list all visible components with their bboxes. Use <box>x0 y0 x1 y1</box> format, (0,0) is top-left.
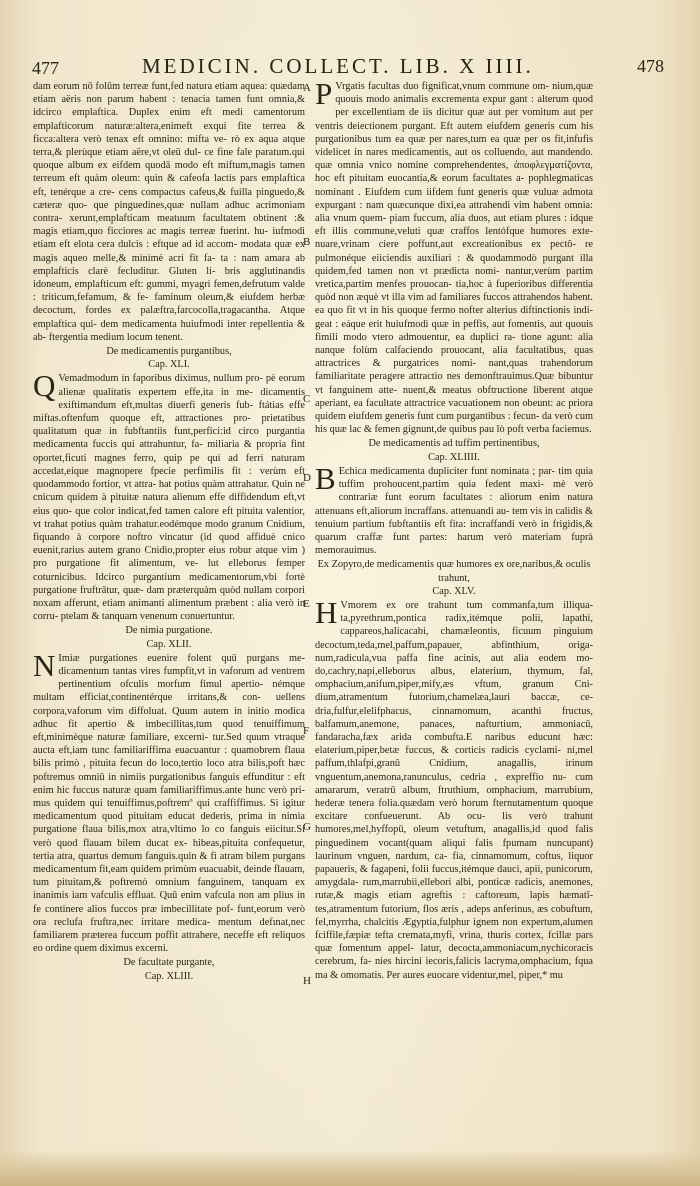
drop-cap: N <box>33 647 56 683</box>
left-column <box>33 80 305 984</box>
page-number-left: 477 <box>32 58 59 78</box>
section-heading: De facultate purgante, <box>123 957 215 969</box>
margin-letter: A <box>303 82 311 94</box>
margin-letter: C <box>303 393 311 405</box>
drop-cap: P <box>315 76 333 111</box>
chapter-number: Cap. XLIII. <box>144 970 194 982</box>
chapter-number: Cap. XLIIII. <box>428 451 480 463</box>
right-column <box>315 76 593 982</box>
paragraph-text: Vmorem ex ore trahunt tum commanfa,tum illiqua- ta,pyrethrum,pontica radix,itémque polii, lapathi, cappareos,halicacabi, chamæleontis, ficuum pinguium decoctum,teda,mel,paffum,papauer, abfinthium, origa- num,radicula,vua paffa fine acinis, aut alia eodem mo- do,cachry,napi,elleborus albus, elaterium, thymum, fal, omphacium,anifum,piper,mify,æs vftum, granum Cni- dium,atramentum futorium,chamelæa,lauri baccæ, ce- dria,fulfur,elelifphacus, cinnamomum, acanthi fructus, balfamum,anemone, panaces, nafturtium, ammoniacū, fandaracha,fæx arida combufta.E naribus educunt hæc: elaterium,piper,betæ fuccus, & corticis radicis cyclami- ni,mel paffum,thlafpi,granū Cnidium, anagallis, irinum vnguentum,anemona,ranunculus, cedria , expreffio nu- cum amararum, veratrū album, ftruthium, omphacium, marrubium, hederæ tenera folia.quædam verò horum fternutamentum quoque excitare confueuerunt. Ab ocu- lis verò trahunt humores,mel,hyffopū, oleum vetuftum, anagallis,id quod falis pinguedinem vocant(quam aliqui falis fpumam nuncupant) laurinum vnguen, nardum, ca- fia, cinnamomum, coftus, liquor papaueris, & fagapeni, folii fuccus,itémque dauci, apii, punicorum, amygdala- rum,marrubii,ellebori albi, ponticæ radicis, anemones, rutæ,& magis etiam agreftis : caftoreum, lapis hæmatī- tes,atramentum futorium, flos æris , adeps anferinus, æs cobuftum, fel,myrrha, chalcitis Ægyptia,fulphur ignem non expertum,alumen fciffile,fæpiæ tefta cremata,myfi, vrina, thuris cortex, fcillæ pars quæ fomentum appel- latur, decocta,ammoniacum,nychicoracis cerebrum, fa- nies hircini iecoris,falicis lacryma,omphacium, fqua ma & omomatis. Per aures euocare videntur,mel, piper,* mu <box>315 599 593 981</box>
drop-cap: H <box>315 594 338 630</box>
running-title: MEDICIN. COLLECT. LIB. X IIII. <box>142 54 534 78</box>
chapter-number: Cap. XLV. <box>432 585 476 597</box>
paragraph-text: Vemadmodum in faporibus diximus, nullum pro- pè eorum alienæ qualitatis expertem effe,ita in me- dicamentis exiftimandum eft,multas diuerfi generis fub- ftátias effe miftas.oftenfum quoque eft, attractiones pro- prietatibus qualitatum quæ in fubftantiis funt,perfici:id circo purgantia medicamenta fuccis qui attrahuntur, fa- miliaria & propria fint oportet,ficuti magnes ferro, quip pe qui ad ferri naturam accedat,eique magnopere fpecie perfimilis fit : verùm eft quodammodo fortior, vt attra- hat potius quàm attrahatur. Quin ne cnicum quidem à pituitæ natura alienum effe diffidendum eft,vt eius quo- que color indicat,fed tamen calore eft pituita valentior, vt trahat potius quàm trahatur.eodémque modo granum Cnidium, fiquando à corpore noftro vincatur (id quod affiduè cnico euenit,rarius autem grano Cnidio,propter eius robur atque vim ) pro purgatione fit alimentum, ve- lut elleborus femper coturnicibus. Idcirco purgantium medicamentorum,vbi fortè purgatione fruftrātur, quæ- dam præterquàm quòd nullam corpori noxam afferunt, etiam animanti alimentum præbent : alia verò in corru- ptelam & tanquam venenum conuertuntur. <box>33 373 305 623</box>
paragraph <box>315 594 593 982</box>
page-bottom-edge <box>0 1150 700 1186</box>
chapter-number: Cap. XLI. <box>148 359 190 371</box>
drop-cap: B <box>315 460 336 496</box>
margin-letter: B <box>303 236 311 248</box>
margin-letter: E <box>303 598 310 610</box>
paragraph-text: Imiæ purgationes euenire folent quū purgans me- dicamentum tantas vires fumpfit,vt in vaforum ad ventrem pertinentium ofculis morfum fimul apertio- némque multam efficiat,continentérque irritans,& con- uellens corpora,vaforum vim diffoluat. Quum autem in initio modica adhuc fit apertio & imbecillitas,tum quod tenuiffimum eft,minimèque naturæ familiare, excerni- tur.Sed quum vtraque aucta eft,iam tunc familiariffima euacuantur : quamobrem flaua bilis primò , pituita fecun do loco,tertio loco atra bilis,poft hæc poftremus omniū in nimiis purgationibus fanguis effunditur : eft enim hic fuccus naturæ quam familiariffimus.ante hunc verò pri- mus quidem qui tenuiffimus,poftremº qui craffiffimus. Si igitur medicamentum quod pituitam educat dederis, prima in nimia purgatione flaua bilis,mox atra,vltimo lo co fanguis eiicitur.Si verò quod flauam bilem ducat ex- hibeas,pituita confequetur, tertia atra, quartus demum fanguis.quin & fi atram bilem purgans medicamentum fit,eam quidem primùm euacuabit, deinde flauam, tum pituitam,& poftremò omnium fanguinem, tanquam ex inanimis iam vafculis effluat. Quū enim vafcula non am plius in fe continere alios fuccos præ imbecillitate pof- funt,eorum verò ora reclufa fruftra,nec irritare medica- mentum defınat,nec familiarem præterea fuccum poffit attrahere, neceffe eft reliquos eo ordine quem diximus excerni. <box>33 652 305 955</box>
page-number-right: 478 <box>637 56 664 76</box>
margin-letter: G <box>303 821 311 833</box>
paragraph <box>33 647 305 956</box>
paragraph <box>315 76 593 436</box>
paragraph: dam eorum nō folūm terreæ funt,fed natura etiam aquea: quædam etiam aëris non parum habent : tenacia tamen funt omnia,& idcirco emplaftica. Duplex enim eft medi camentorum emplafticorum naturæ:altera,enimeft exqui fite terrea & ficca:altera verò tenax eft omnino: mifta ve- rò ex aqua atque terra,& plerùque etiam aëre,vt oleū dul- ce fine fale paratum.qui quoque album ex eifdem quodā modo eft miftum,magis tamen terreum eft quàm oleum: quin & cafeofa lactis pars emplaftica eft, tenérque a cre- cens compactus cafeus,& fuilla pinguedo,& cæteræ quo- que pinguedines,quæ nullam adhuc acrimoniam contra- xerunt,emplafticam meatuum facultatem obtinent :& magis etiam,quo ficciores ac magis terreæ fuerint. hu- iufmodi etiam eft elota cera dulcis : eftque ad id accom- modata quæ ex magis aqueo melle,& minimè acri fit fa- ta : nam amara ab emplafticis clarè fecluditur. Gluten li- bris agglutinandis idoneum, emplafticum eft: gummi, myagri femen,defrutum valde : triticum,fefamum, & fe- faminum oleum,& eiufdem herbæ decoctum, fordes ex palæftra,farcocolla,tragacantha. Atque emplaftica qui- dem medicamenta huiufmodi inter repellentia & ab- ftergentia medium locum tenent. <box>33 81 305 343</box>
section-heading: De medicamentis ad tuffim pertinentibus, <box>368 438 540 450</box>
paragraph-text: Vrgatis facultas duo fignificat,vnum commune om- nium,quæ quouis modo animalis excrementa expur gant : alterum quod per excellentiam de iis dicitur quæ aut per vomitum aut per ventris deiectionem purgant. Eft autem eiufdem generis cum his purgationibus tum ea quæ per nares,tum ea quæ per os fit,infufis videlicet in nares medicamentis, aut os colluendo, aut mandendo. quæ omnia vnico nomine comprehendentes, ἀποφλεγματίζοντα, hoc eft pituitam euocantia,& eorum facultates a- pophlegmaticas nominant . Eiufdem cum iifdem funt generis quæ vuluæ admota expurgant : nam quæcunque dixi,ea attrahendi vim habent omnia: alia vnum quem- piam fuccum, alia duos, aut etiam plures : idque eft illis commune,veluti quæ craffos lentófque humores exte- nuare,vrinam ciere poffunt,aut excreationibus ex pectô- re pulmonéque eiiciendis auxiliari : & quodammodò purgant illa quidem,fed tamen non vt prædicta nomi- nantur,verùm partim vretica,partim menfes prouocan- tia,hoc à fuperioribus differentia quòd non æquè vt illa vim ad familiares fuccos attrahendos habent. ea quo fit vt in his quoque fermo nofter alterius diftinctionis indi- geat : eáque erit huiufmodi quæ in peffis, aut fomentis, aut quouis fimili modo vtero admouentur, ea duplici ra- tione agunt: alia nanque folùm calfaciendo prouocant, alia facultatibus, quas attractrices & purgatrices nomi- nant,quas trahendorum familiaritate peragere attractio nes demonftrauimus.Quæ bibuntur vt fanguinem atte- nuent,& meatus obftructione liberent atque aperiant, ea facultate attractrice vacuationem non obeunt: ac priora quidem eiufdem generis funt cum purgantibus : fecun- da verò cum his quæ lac & femen gignunt,de quibus pau lò poft verba faciemus. <box>315 81 593 436</box>
drop-cap: Q <box>33 368 56 404</box>
paragraph <box>315 460 593 557</box>
section-heading: De medicamentis purgantibus, <box>106 346 232 358</box>
chapter-number: Cap. XLII. <box>146 638 192 650</box>
paragraph <box>33 368 305 623</box>
margin-letter: D <box>303 472 311 484</box>
margin-letter: H <box>303 975 311 987</box>
section-heading: De nimia purgatione. <box>125 625 213 637</box>
page-header <box>30 52 670 82</box>
margin-letter: F <box>303 725 310 737</box>
section-heading: Ex Zopyro,de medicamentis quæ humores ex ore,naribus,& oculis trahunt, <box>317 559 591 584</box>
paragraph-text: Echica medicamenta dupliciter funt nominata ; par- tim quia tuffim prohoucent,partim quia fedent maxi- mè verò contrariæ funt eorum facultates : aliorum enim natura attenuans eft,aliorum incraffans. attenuandi au- tem vis in calidis & tenuium partium fubftantiis eft fita: incraffandi verò in frigidis,& quarum craffæ funt partes: harum verò materiam fuprà memorauimus. <box>315 465 593 557</box>
